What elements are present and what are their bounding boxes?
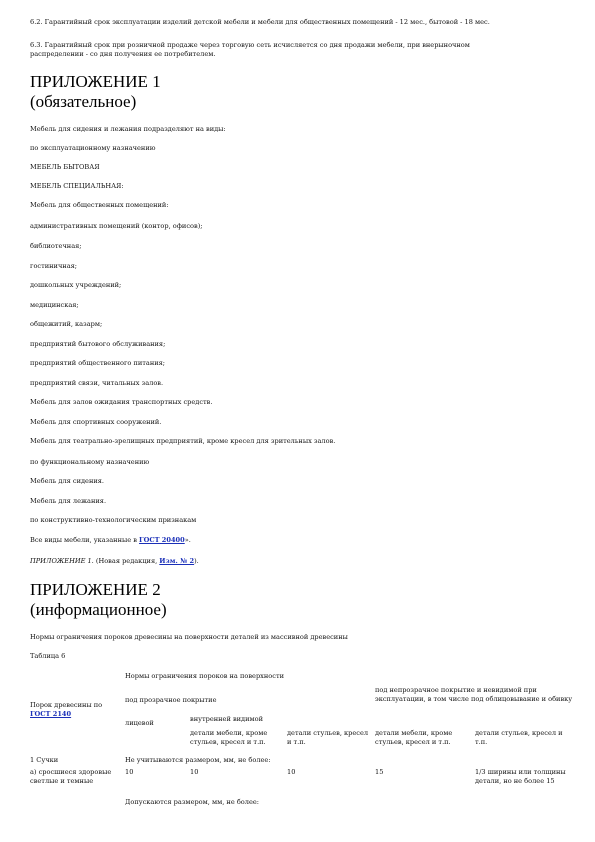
list-item: Мебель для театрально-зрелищных предприятий, кроме кресел для зрительных залов.: [30, 437, 336, 445]
table-header-chairs-2: детали стульев, кресел и т.п.: [475, 729, 563, 746]
all-types-prefix: Все виды мебели, указанные в: [30, 536, 140, 544]
row-1-label: 1 Сучки: [30, 756, 59, 764]
appendix-1-title: ПРИЛОЖЕНИЕ 1: [30, 72, 161, 91]
list-item: предприятий общественного питания;: [30, 359, 166, 367]
table-header-opaque: под непрозрачное покрытие и невидимой при эксплуатации, в том числе под облицовывание и обивку: [375, 686, 573, 703]
table-header-face: лицевой: [125, 719, 154, 727]
row-a-value-face: 10: [125, 768, 134, 776]
row-a-value-parts-opaque: 15: [375, 768, 384, 776]
table-header-parts-except: детали мебели, кроме стульев, кресел и т.п.: [190, 729, 268, 746]
paragraph-6-2: 6.2. Гарантийный срок эксплуатации изделий детской мебели и мебели для общественных помещений - 12 мес., бытовой - 18 мес.: [30, 18, 490, 26]
all-types-line: [30, 536, 191, 546]
list-item: дошкольных учреждений;: [30, 281, 122, 289]
list-item: библиотечная;: [30, 242, 82, 250]
appendix-2-title: ПРИЛОЖЕНИЕ 2: [30, 580, 161, 599]
appendix-1-note: [30, 557, 199, 567]
list-item: Мебель для залов ожидания транспортных средств.: [30, 398, 213, 406]
list-item: Мебель для лежания.: [30, 497, 107, 505]
list-item: по функциональному назначению: [30, 458, 150, 466]
table-header-norms: Нормы ограничения пороков на поверхности: [125, 672, 284, 680]
table-header-parts-except-2: детали мебели, кроме стульев, кресел и т.п.: [375, 729, 453, 746]
defect-col-label: Порок древесины по: [30, 701, 103, 709]
note-mid: (Новая редакция,: [93, 557, 160, 565]
appendix-2-intro: Нормы ограничения пороков древесины на поверхности деталей из массивной древесины: [30, 633, 348, 641]
row-1-note: Не учитываются размером, мм, не более:: [125, 756, 271, 764]
list-item: предприятий бытового обслуживания;: [30, 340, 166, 348]
note-italic: ПРИЛОЖЕНИЕ 1.: [30, 557, 94, 565]
list-item: административных помещений (контор, офисов);: [30, 222, 203, 230]
row-b-note: Допускаются размером, мм, не более:: [125, 798, 259, 806]
gost-2140-link[interactable]: ГОСТ 2140: [30, 709, 72, 718]
list-item: МЕБЕЛЬ БЫТОВАЯ: [30, 163, 100, 171]
row-a-value-chairs: 10: [287, 768, 296, 776]
list-item: по конструктивно-технологическим признакам: [30, 516, 197, 524]
list-item: МЕБЕЛЬ СПЕЦИАЛЬНАЯ:: [30, 182, 124, 190]
row-a-label: а) сросшиеся здоровые светлые и темные: [30, 768, 112, 785]
list-item: предприятий связи, читальных залов.: [30, 379, 164, 387]
list-item: Мебель для сидения и лежания подразделяют на виды:: [30, 125, 226, 133]
list-item: общежитий, казарм;: [30, 320, 103, 328]
table-header-clear: под прозрачное покрытие: [125, 696, 217, 704]
row-a-value-chairs-opaque: 1/3 ширины или толщины детали, но не более 15: [475, 768, 566, 785]
gost-20400-link[interactable]: ГОСТ 20400: [139, 536, 185, 544]
appendix-1-subtitle: (обязательное): [30, 92, 137, 111]
list-item: по эксплуатационному назначению: [30, 144, 156, 152]
list-item: Мебель для общественных помещений:: [30, 201, 169, 209]
list-item: медицинская;: [30, 301, 79, 309]
note-end: ).: [194, 557, 199, 565]
list-item: гостиничная;: [30, 262, 78, 270]
appendix-2-subtitle: (информационное): [30, 600, 167, 619]
paragraph-6-3-line-1: 6.3. Гарантийный срок при розничной продаже через торговую сеть исчисляется со дня продажи мебели, при внерыночном: [30, 41, 470, 49]
list-item: Мебель для сидения.: [30, 477, 104, 485]
amendment-2-link[interactable]: Изм. № 2: [159, 557, 195, 565]
paragraph-6-3-line-2: распределении - со дня получения ее потребителем.: [30, 50, 216, 58]
table-header-inner-visible: внутренней видимой: [190, 715, 263, 723]
table-header-defect: [30, 701, 120, 718]
table-caption: Таблица 6: [30, 652, 66, 660]
defects-table: [30, 672, 575, 812]
row-a-value-inner: 10: [190, 768, 199, 776]
table-header-chairs: детали стульев, кресел и т.п.: [287, 729, 369, 746]
all-types-suffix: ».: [184, 536, 191, 544]
list-item: Мебель для спортивных сооружений.: [30, 418, 162, 426]
